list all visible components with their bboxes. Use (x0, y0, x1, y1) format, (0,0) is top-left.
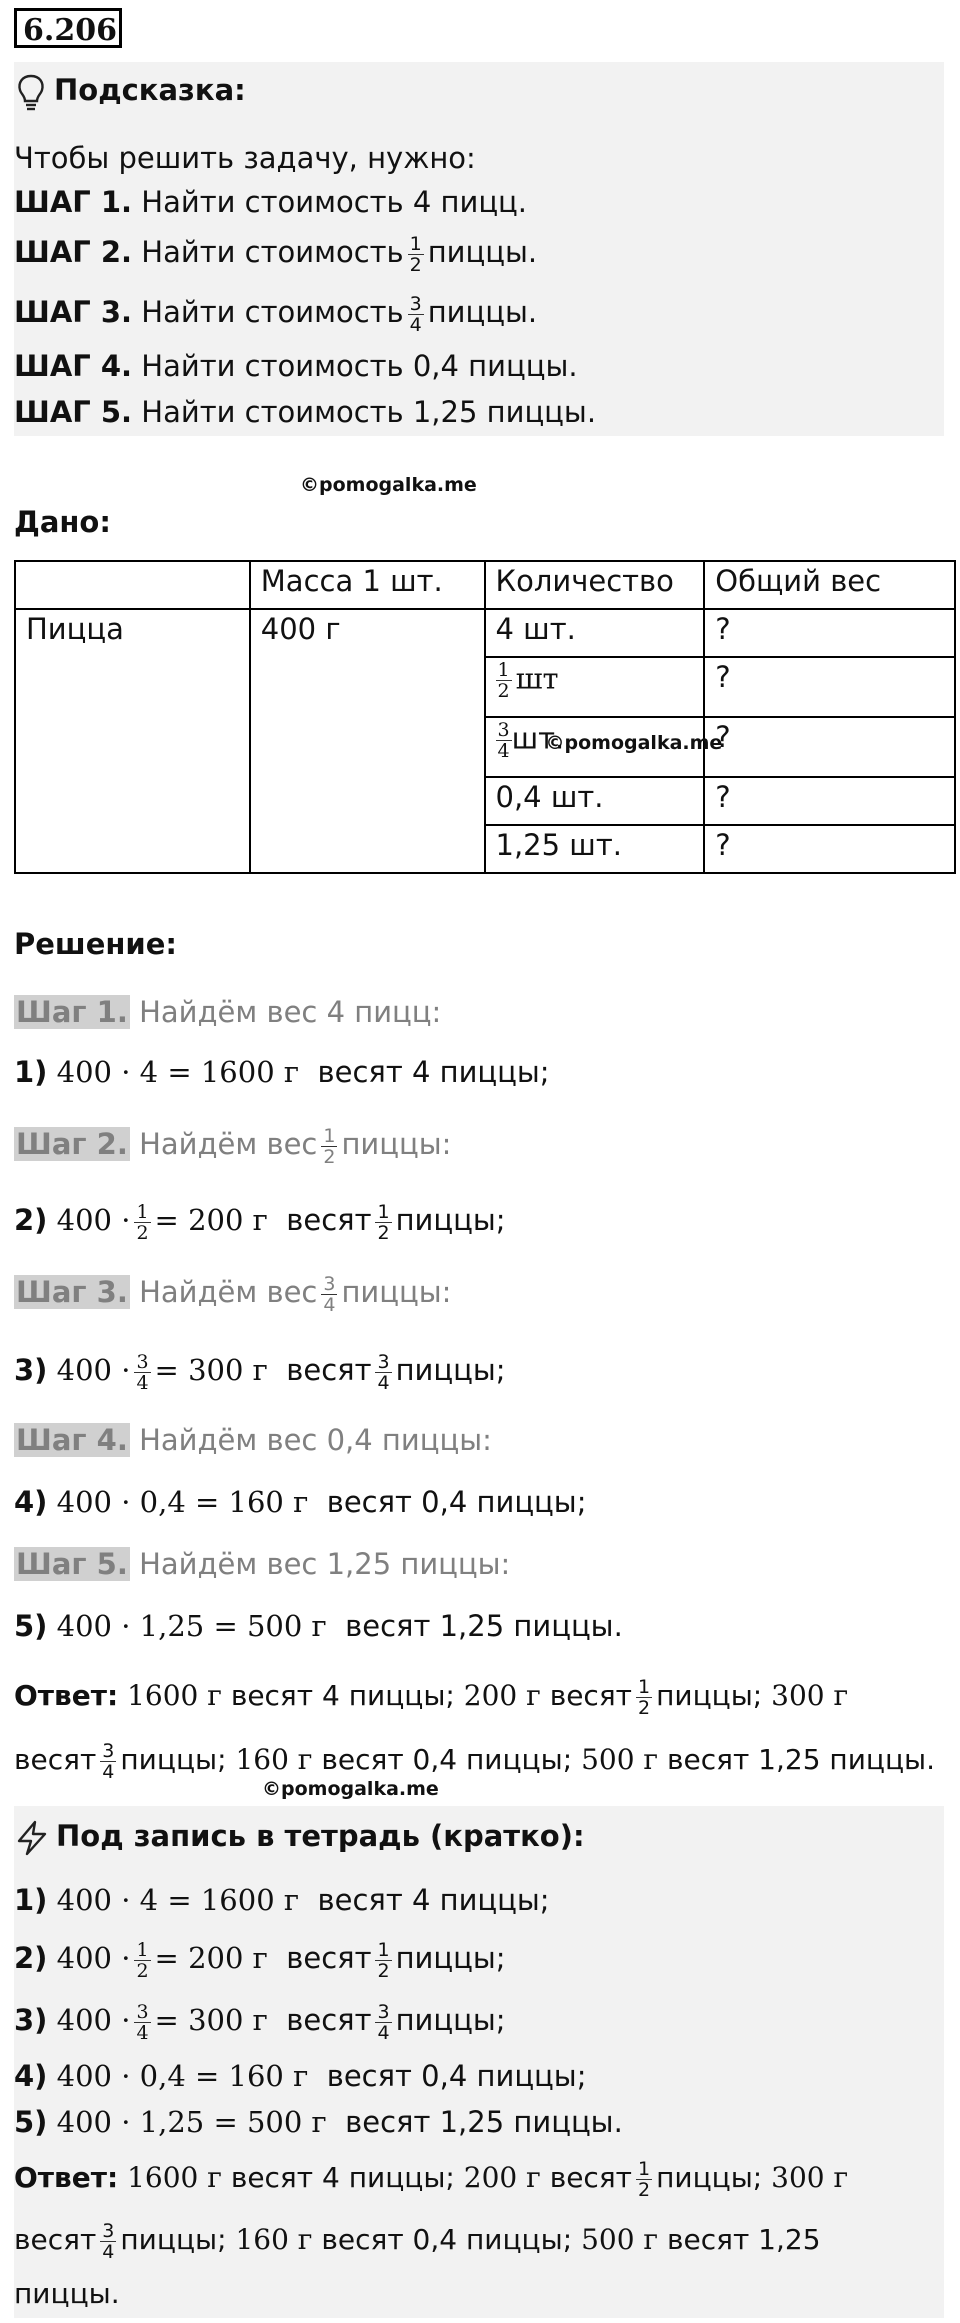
short-answer-line-3: пиццы. (14, 2277, 120, 2310)
solution-step-1-calc: 1) 400 · 4 = 1600 г весят 4 пиццы; (14, 1055, 550, 1089)
solution-step-1-label: Шаг 1. Найдём вес 4 пицц: (16, 995, 442, 1029)
short-step-4: 4) 400 · 0,4 = 160 г весят 0,4 пиццы; (14, 2059, 587, 2093)
task-number: 6.206 (14, 8, 122, 48)
table-row: 0,4 шт. ? (15, 777, 955, 825)
short-title: Под запись в тетрадь (кратко): (56, 1819, 585, 1853)
short-step-2: 2) 400 · $\frac{1}{2}$ = 200 г весят $\frac{1}{2}$ пиццы; (14, 1938, 506, 1982)
watermark: ©pomogalka.me (300, 474, 477, 496)
answer-line-2: весят $\frac{3}{4}$ пиццы; 160 г весят 0,4 пиццы; 500 г весят 1,25 пиццы. (14, 1739, 936, 1783)
solution-step-5-calc: 5) 400 · 1,25 = 500 г весят 1,25 пиццы. (14, 1609, 623, 1643)
hint-step-5: ШАГ 5. Найти стоимость 1,25 пиццы. (14, 395, 597, 429)
solution-step-5-label: Шаг 5. Найдём вес 1,25 пиццы: (16, 1547, 511, 1581)
table-row: $\frac{1}{2}$ шт ? (15, 657, 955, 717)
short-step-3: 3) 400 · $\frac{3}{4}$ = 300 г весят $\frac{3}{4}$ пиццы; (14, 2000, 506, 2044)
watermark: ©pomogalka.me (545, 732, 723, 754)
given-table (14, 560, 956, 874)
table-row: Пицца 400 г 4 шт. ? (15, 609, 955, 657)
short-answer-line-2: весят $\frac{3}{4}$ пиццы; 160 г весят 0,4 пиццы; 500 г весят 1,25 (14, 2219, 821, 2263)
solution-title: Решение: (14, 927, 178, 961)
hint-step-1: ШАГ 1. Найти стоимость 4 пицц. (14, 185, 528, 219)
answer-line-1: Ответ: 1600 г весят 4 пиццы; 200 г весят $\frac{1}{2}$ пиццы; 300 г (14, 1675, 849, 1719)
given-title: Дано: (14, 505, 111, 539)
lightning-icon (14, 1820, 50, 1856)
short-step-1: 1) 400 · 4 = 1600 г весят 4 пиццы; (14, 1883, 550, 1917)
solution-step-3-calc: 3) 400 · $\frac{3}{4}$ = 300 г весят $\frac{3}{4}$ пиццы; (14, 1350, 506, 1394)
watermark: ©pomogalka.me (262, 1778, 439, 1800)
hint-header (14, 70, 246, 111)
solution-step-3-label: Шаг 3. Найдём вес $\frac{3}{4}$ пиццы: (16, 1272, 452, 1316)
short-header (14, 1816, 585, 1856)
solution-step-2-calc: 2) 400 · $\frac{1}{2}$ = 200 г весят $\frac{1}{2}$ пиццы; (14, 1200, 506, 1244)
table-row: Масса 1 шт. Количество Общий вес (15, 561, 955, 609)
table-row: 1,25 шт. ? (15, 825, 955, 873)
solution-step-4-calc: 4) 400 · 0,4 = 160 г весят 0,4 пиццы; (14, 1485, 587, 1519)
hint-title: Подсказка: (54, 73, 246, 107)
short-answer-line-1: Ответ: 1600 г весят 4 пиццы; 200 г весят $\frac{1}{2}$ пиццы; 300 г (14, 2157, 849, 2201)
table-row: $\frac{3}{4}$ шт. ©pomogalka.me ? (15, 717, 955, 777)
short-step-5: 5) 400 · 1,25 = 500 г весят 1,25 пиццы. (14, 2105, 623, 2139)
solution-step-4-label: Шаг 4. Найдём вес 0,4 пиццы: (16, 1423, 492, 1457)
hint-step-2: ШАГ 2. Найти стоимость $\frac{1}{2}$ пиццы. (14, 232, 538, 276)
lightbulb-icon (14, 73, 48, 111)
hint-intro: Чтобы решить задачу, нужно: (14, 141, 476, 175)
hint-step-4: ШАГ 4. Найти стоимость 0,4 пиццы. (14, 349, 578, 383)
solution-step-2-label: Шаг 2. Найдём вес $\frac{1}{2}$ пиццы: (16, 1124, 452, 1168)
hint-step-3: ШАГ 3. Найти стоимость $\frac{3}{4}$ пиццы. (14, 292, 538, 336)
